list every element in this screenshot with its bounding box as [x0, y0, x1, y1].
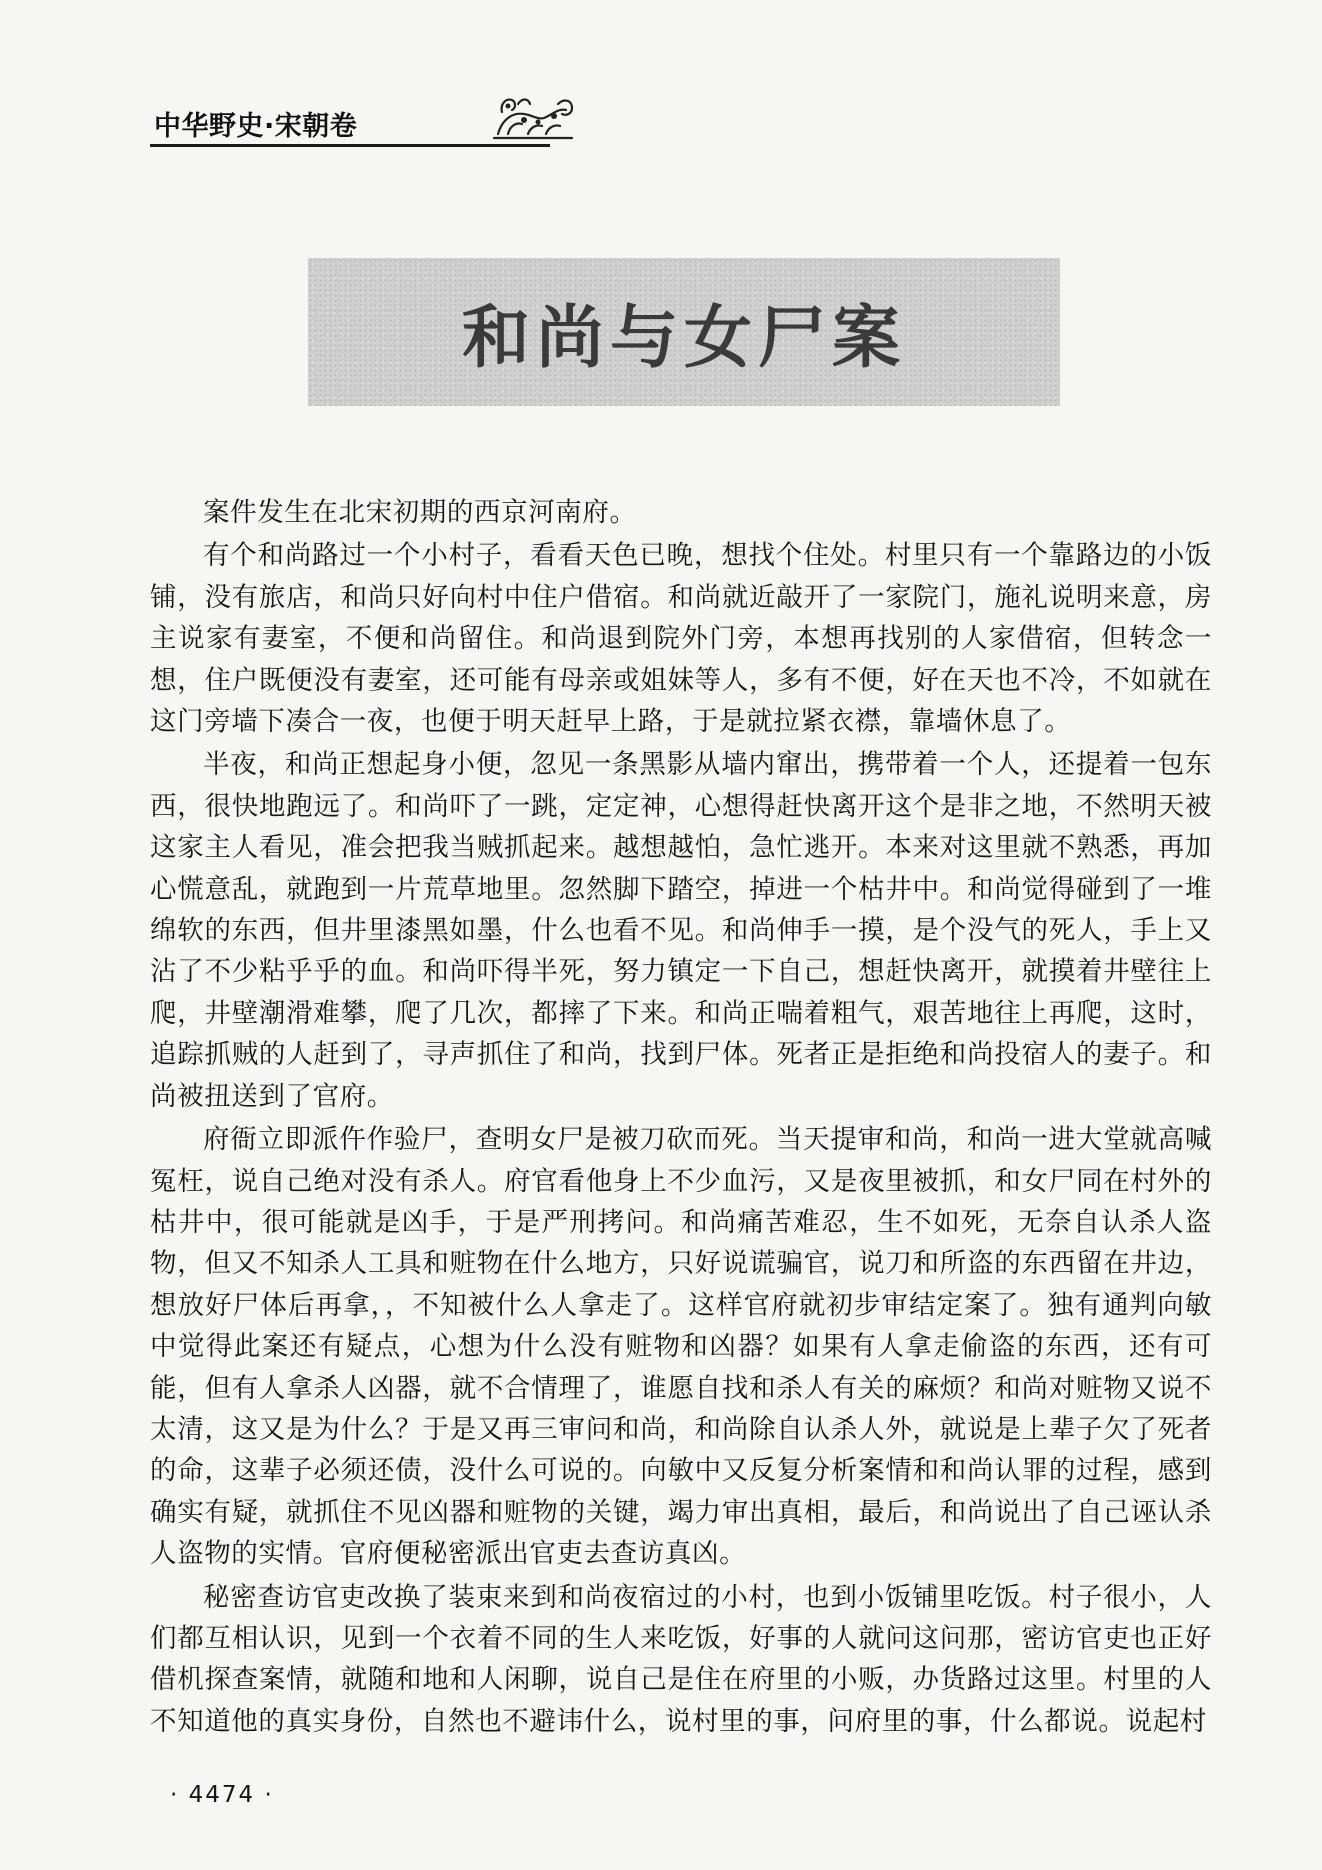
paragraph: 半夜，和尚正想起身小便，忽见一条黑影从墙内窜出，携带着一个人，还提着一包东西，很快地跑远了。和尚吓了一跳，定定神，心想得赶快离开这个是非之地，不然明天被这家主人看见，准会把我当贼抓起来。越想越怕，急忙逃开。本来对这里就不熟悉，再加心慌意乱，就跑到一片荒草地里。忽然脚下踏空，掉进一个枯井中。和尚觉得碰到了一堆绵软的东西，但井里漆黑如墨，什么也看不见。和尚伸手一摸，是个没气的死人，手上又沾了不少粘乎乎的血。和尚吓得半死，努力镇定一下自己，想赶快离开，就摸着井壁往上爬，井壁潮滑难攀，爬了几次，都摔了下来。和尚正喘着粗气，艰苦地往上再爬，这时，追踪抓贼的人赶到了，寻声抓住了和尚，找到尸体。死者正是拒绝和尚投宿人的妻子。和尚被扭送到了官府。: [150, 749, 1212, 1112]
paragraph: 案件发生在北宋初期的西京河南府。: [203, 497, 637, 528]
paragraph: 秘密查访官吏改换了装束来到和尚夜宿过的小村，也到小饭铺里吃饭。村子很小，人们都互相认识，见到一个衣着不同的生人来吃饭，好事的人就问这问那，密访官吏也正好借机探查案情，就随和地和人闲聊，说自己是住在府里的小贩，办货路过这里。村里的人不知道他的真实身份，自然也不避讳什么，说村里的事，问府里的事，什么都说。说起村: [150, 1581, 1212, 1737]
lion-emblem-icon: [488, 90, 578, 148]
article-body: [150, 492, 1212, 1744]
page-number: · 4474 ·: [170, 1782, 274, 1808]
paragraph: 府衙立即派仵作验尸，查明女尸是被刀砍而死。当天提审和尚，和尚一进大堂就高喊冤枉，说自己绝对没有杀人。府官看他身上不少血污，又是夜里被抓，和女尸同在村外的枯井中，很可能就是凶手，于是严刑拷问。和尚痛苦难忍，生不如死，无奈自认杀人盗物，但又不知杀人工具和赃物在什么地方，只好说谎骗官，说刀和所盗的东西留在井边，想放好尸体后再拿，，不知被什么人拿走了。这样官府就初步审结定案了。独有通判向敏中觉得此案还有疑点，心想为什么没有赃物和凶器？如果有人拿走偷盗的东西，还有可能，但有人拿杀人凶器，就不合情理了，谁愿自找和杀人有关的麻烦？和尚对赃物又说不太清，这又是为什么？于是又再三审问和尚，和尚除自认杀人外，就说是上辈子欠了死者的命，这辈子必须还债，没什么可说的。向敏中又反复分析案情和和尚认罪的过程，感到确实有疑，就抓住不见凶器和赃物的关键，竭力审出真相，最后，和尚说出了自己诬认杀人盗物的实情。官府便秘密派出官吏去查访真凶。: [150, 1124, 1212, 1570]
article-title: 和尚与女尸案: [461, 297, 906, 378]
book-title: 中华野史·宋朝卷: [154, 111, 358, 142]
paragraph: 有个和尚路过一个小村子，看看天色已晚，想找个住处。村里只有一个靠路边的小饭铺，没有旅店，和尚只好向村中住户借宿。和尚就近敲开了一家院门，施礼说明来意，房主说家有妻室，不便和尚留住。和尚退到院外门旁，本想再找别的人家借宿，但转念一想，住户既便没有妻室，还可能有母亲或姐妹等人，多有不便，好在天也不冷，不如就在这门旁墙下凑合一夜，也便于明天赶早上路，于是就拉紧衣襟，靠墙休息了。: [150, 540, 1212, 738]
running-header: [150, 98, 545, 148]
article-title-banner: [308, 258, 1060, 406]
